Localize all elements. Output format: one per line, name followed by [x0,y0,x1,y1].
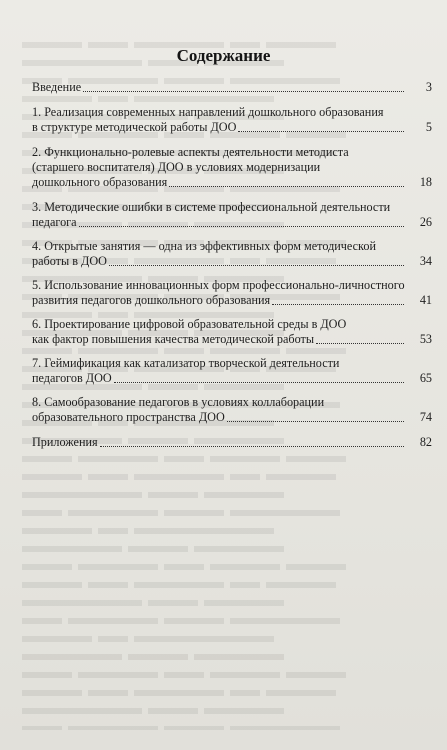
page-title: Содержание [176,46,271,65]
toc-entry-title-line: образовательного пространства ДОО [32,410,225,424]
toc-entry-title-line: 1. Реализация современных направлений дошкольного образования [32,105,384,119]
toc-entry-title-line: работы в ДОО [32,254,107,268]
dot-leader [100,445,404,447]
toc-entry[interactable] [32,105,432,135]
dot-leader [109,264,404,266]
dot-leader [83,90,404,92]
toc-entry-title-line: 4. Открытые занятия — одна из эффективных форм методической [32,239,376,253]
toc-page-number: 53 [419,332,432,346]
toc-entry-title-line: дошкольного образования [32,175,168,189]
dot-leader [227,420,404,422]
toc-entry-title-line: 5. Использование инновационных форм профессионально-личностного [32,278,405,292]
toc-page-number: 82 [419,435,432,449]
toc-entry[interactable] [32,356,432,386]
toc-entry[interactable] [32,278,432,308]
toc-entry[interactable] [32,435,432,450]
toc-entry-title-line: Приложения [32,435,98,449]
toc-entry-title-line: Введение [32,80,82,94]
toc-entry[interactable] [32,145,432,190]
toc-page-number: 18 [419,175,432,189]
toc-entry-title-line: педагогов ДОО [32,371,112,385]
toc-entry-title-line: развития педагогов дошкольного образования [32,293,271,307]
dot-leader [169,185,404,187]
toc-entry-title-line: 3. Методические ошибки в системе профессиональной деятельности [32,200,391,214]
toc-page-number: 3 [425,80,432,94]
toc-entry-title-line: 7. Геймификация как катализатор творческой деятельности [32,356,340,370]
dot-leader [238,130,404,132]
toc-entry-title-line: 8. Самообразование педагогов в условиях коллаборации [32,395,325,409]
toc-entry-title-line: 6. Проектирование цифровой образовательной среды в ДОО [32,317,347,331]
table-of-contents [32,80,432,450]
toc-entry[interactable] [32,395,432,425]
toc-entry-title-line: 2. Функционально-ролевые аспекты деятельности методиста [32,145,349,159]
dot-leader [316,342,404,344]
toc-page-number: 5 [425,120,432,134]
toc-entry-title-line: как фактор повышения качества методической работы [32,332,315,346]
dot-leader [272,303,404,305]
toc-entry[interactable] [32,239,432,269]
toc-entry[interactable] [32,80,432,95]
toc-entry[interactable] [32,317,432,347]
toc-page-number: 41 [419,293,432,307]
toc-page-number: 26 [419,215,432,229]
toc-page-number: 34 [419,254,432,268]
toc-page-number: 74 [419,410,432,424]
toc-entry-title-line: (старшего воспитателя) ДОО в условиях модернизации [32,160,321,174]
dot-leader [114,381,404,383]
toc-entry-title-line: в структуре методической работы ДОО [32,120,237,134]
toc-entry-title-line: педагога [32,215,77,229]
toc-page-number: 65 [419,371,432,385]
dot-leader [79,225,404,227]
toc-entry[interactable] [32,200,432,230]
